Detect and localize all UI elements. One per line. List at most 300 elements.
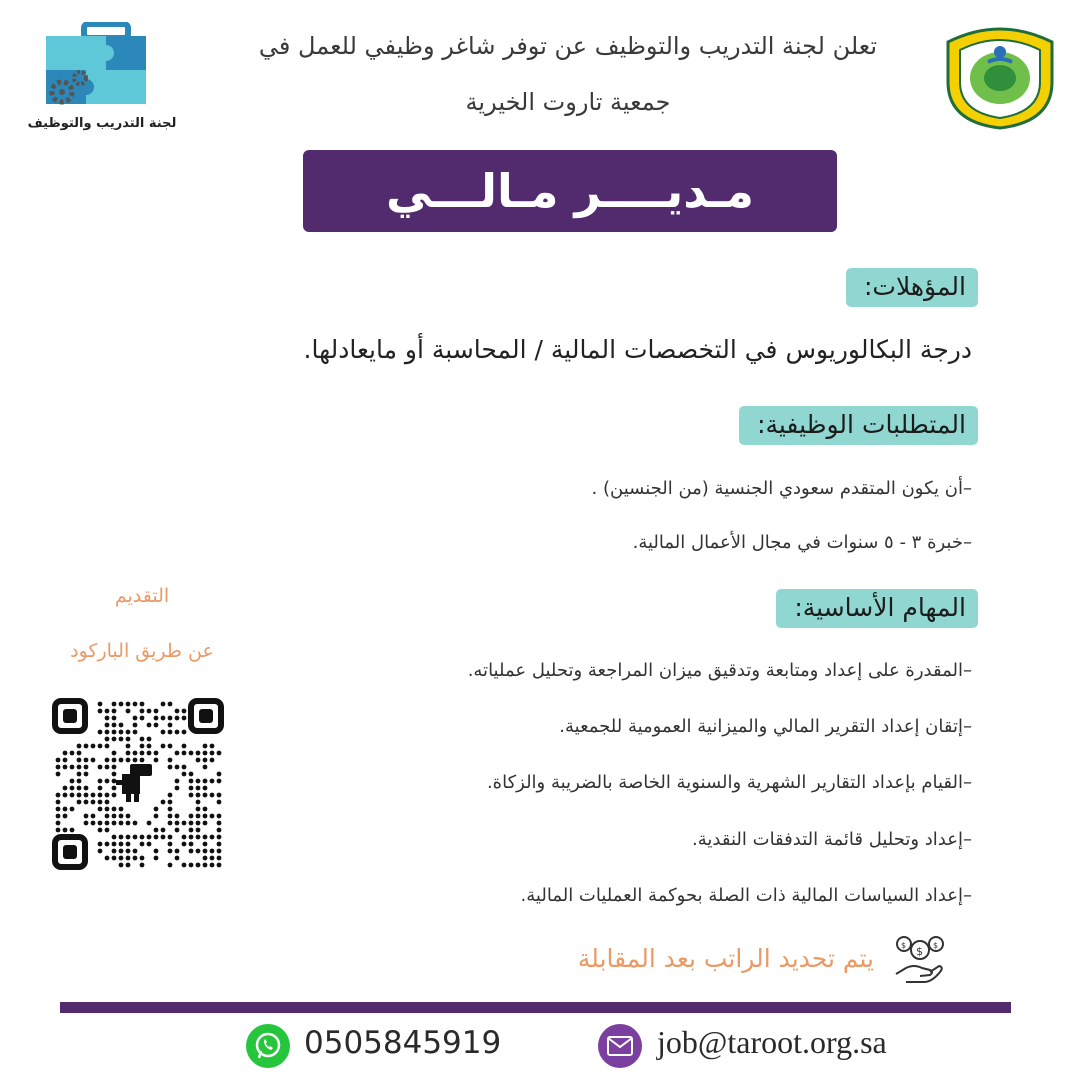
qr-module <box>203 849 208 854</box>
qr-module <box>133 723 138 728</box>
qr-module <box>126 863 131 868</box>
qr-module <box>189 863 194 868</box>
qr-module <box>189 842 194 847</box>
qr-module <box>112 793 117 798</box>
money-hand-icon <box>892 934 948 986</box>
qr-module <box>112 772 117 777</box>
qr-module <box>182 730 187 735</box>
qr-module <box>98 765 103 770</box>
qr-module <box>203 835 208 840</box>
qr-module <box>217 751 222 756</box>
qr-module <box>98 793 103 798</box>
qr-module <box>154 758 159 763</box>
qr-module <box>175 849 180 854</box>
qr-module <box>84 758 89 763</box>
task-item: –القيام بإعداد التقارير الشهرية والسنوية الخاصة بالضريبة والزكاة. <box>486 772 972 793</box>
qr-module <box>175 828 180 833</box>
qr-module <box>189 828 194 833</box>
qr-module <box>182 835 187 840</box>
qr-module <box>84 744 89 749</box>
qr-module <box>98 800 103 805</box>
qr-module <box>175 779 180 784</box>
qr-module <box>217 779 222 784</box>
task-item: –إعداد وتحليل قائمة التدفقات النقدية. <box>692 829 972 850</box>
qr-module <box>217 800 222 805</box>
qr-module <box>126 842 131 847</box>
qr-module <box>210 751 215 756</box>
qr-module <box>56 765 61 770</box>
qr-module <box>77 800 82 805</box>
qr-module <box>133 702 138 707</box>
qr-module <box>98 821 103 826</box>
qr-module <box>161 702 166 707</box>
qr-module <box>63 828 68 833</box>
qr-module <box>154 849 159 854</box>
qr-module <box>133 716 138 721</box>
qr-module <box>175 716 180 721</box>
qr-module <box>63 786 68 791</box>
qr-module <box>112 709 117 714</box>
qr-module <box>196 828 201 833</box>
qr-module <box>112 814 117 819</box>
qr-module <box>196 758 201 763</box>
qr-module <box>196 849 201 854</box>
qr-module <box>91 758 96 763</box>
qr-module <box>168 730 173 735</box>
requirement-item: –خبرة ٣ - ٥ سنوات في مجال الأعمال المالية. <box>632 532 972 553</box>
qr-module <box>105 716 110 721</box>
qr-module <box>154 814 159 819</box>
qr-module <box>105 758 110 763</box>
qr-module <box>56 807 61 812</box>
qr-module <box>168 842 173 847</box>
qr-module <box>154 716 159 721</box>
qr-module <box>126 814 131 819</box>
qr-module <box>98 709 103 714</box>
qr-module <box>168 716 173 721</box>
qr-module <box>182 765 187 770</box>
qr-module <box>168 863 173 868</box>
qr-module <box>203 751 208 756</box>
qr-module <box>84 765 89 770</box>
qr-module <box>112 716 117 721</box>
qr-module <box>112 856 117 861</box>
qr-module <box>70 779 75 784</box>
qr-module <box>98 730 103 735</box>
qr-module <box>77 779 82 784</box>
qr-module <box>196 786 201 791</box>
qr-module <box>168 758 173 763</box>
qr-module <box>105 793 110 798</box>
qr-module <box>210 849 215 854</box>
qr-module <box>84 814 89 819</box>
qr-module <box>154 807 159 812</box>
committee-name: لجنة التدريب والتوظيف <box>27 116 177 131</box>
qr-module <box>168 723 173 728</box>
qr-module <box>77 758 82 763</box>
qr-module <box>112 723 117 728</box>
qr-module <box>77 751 82 756</box>
qr-module <box>105 765 110 770</box>
qr-module <box>175 765 180 770</box>
qr-module <box>189 835 194 840</box>
qr-module <box>168 849 173 854</box>
qr-module <box>133 835 138 840</box>
qr-module <box>126 744 131 749</box>
qr-module <box>140 716 145 721</box>
whatsapp-icon[interactable] <box>246 1024 290 1068</box>
qr-module <box>189 772 194 777</box>
qr-module <box>210 758 215 763</box>
qr-module <box>105 723 110 728</box>
qr-module <box>133 758 138 763</box>
qr-module <box>105 800 110 805</box>
qr-module <box>154 856 159 861</box>
qr-module <box>119 863 124 868</box>
qr-module <box>91 744 96 749</box>
qr-module <box>98 807 103 812</box>
qr-module <box>147 751 152 756</box>
qr-module <box>154 835 159 840</box>
qr-module <box>84 800 89 805</box>
qr-module <box>196 821 201 826</box>
qr-module <box>126 835 131 840</box>
qr-module <box>189 793 194 798</box>
qr-module <box>210 793 215 798</box>
qr-module <box>63 793 68 798</box>
qr-module <box>203 856 208 861</box>
qr-module <box>70 807 75 812</box>
qr-module <box>147 709 152 714</box>
qr-module <box>175 730 180 735</box>
qr-module <box>98 779 103 784</box>
puzzle-briefcase-icon <box>22 22 182 112</box>
qr-module <box>112 758 117 763</box>
qr-module <box>98 842 103 847</box>
qr-module <box>196 751 201 756</box>
qr-module <box>112 842 117 847</box>
qr-module <box>161 730 166 735</box>
qr-module <box>140 702 145 707</box>
qr-module <box>105 856 110 861</box>
tasks-heading: المهام الأساسية: <box>776 589 978 628</box>
qr-module <box>98 744 103 749</box>
qr-module <box>119 807 124 812</box>
qr-module <box>147 737 152 742</box>
qr-module <box>119 737 124 742</box>
qr-module <box>175 821 180 826</box>
qr-module <box>161 828 166 833</box>
qr-module <box>154 828 159 833</box>
qr-module <box>91 814 96 819</box>
qr-module <box>112 702 117 707</box>
qr-module <box>98 702 103 707</box>
qr-module <box>105 737 110 742</box>
qr-module <box>133 751 138 756</box>
qr-module <box>196 835 201 840</box>
qr-module <box>119 814 124 819</box>
qr-module <box>119 835 124 840</box>
task-item: –إتقان إعداد التقرير المالي والميزانية العمومية للجمعية. <box>559 716 972 737</box>
qr-module <box>161 716 166 721</box>
qr-module <box>203 842 208 847</box>
qr-module <box>154 709 159 714</box>
qr-module <box>217 793 222 798</box>
qr-module <box>196 863 201 868</box>
qr-module <box>196 800 201 805</box>
qr-module <box>210 744 215 749</box>
qr-module <box>126 702 131 707</box>
qr-module <box>217 821 222 826</box>
qr-module <box>105 814 110 819</box>
qr-module <box>63 758 68 763</box>
qr-module <box>119 821 124 826</box>
qr-module <box>63 751 68 756</box>
qr-module <box>133 856 138 861</box>
qr-module <box>210 856 215 861</box>
qr-module <box>70 786 75 791</box>
phone-number[interactable]: 0505845919 <box>304 1025 502 1061</box>
qr-module <box>217 828 222 833</box>
qr-module <box>140 758 145 763</box>
qr-module <box>119 856 124 861</box>
qr-module <box>217 863 222 868</box>
qr-module <box>189 814 194 819</box>
qr-module <box>189 849 194 854</box>
qr-module <box>91 821 96 826</box>
qr-module <box>56 828 61 833</box>
apply-label: التقديم <box>114 585 170 607</box>
qr-code[interactable] <box>52 698 224 870</box>
qr-module <box>140 744 145 749</box>
qr-module <box>119 842 124 847</box>
qr-module <box>189 821 194 826</box>
qr-module <box>217 814 222 819</box>
qr-module <box>203 786 208 791</box>
announcement-line-2: جمعية تاروت الخيرية <box>465 88 671 116</box>
qr-module <box>217 835 222 840</box>
qualifications-text: درجة البكالوريوس في التخصصات المالية / المحاسبة أو مايعادلها. <box>303 335 972 364</box>
qr-module <box>182 863 187 868</box>
qr-module <box>112 737 117 742</box>
qr-module <box>196 807 201 812</box>
qr-module <box>182 709 187 714</box>
qr-module <box>77 765 82 770</box>
qr-module <box>112 835 117 840</box>
qr-module <box>147 835 152 840</box>
qr-module <box>168 744 173 749</box>
qr-module <box>119 849 124 854</box>
qr-module <box>105 730 110 735</box>
qr-module <box>126 730 131 735</box>
requirement-item: –أن يكون المتقدم سعودي الجنسية (من الجنسين) . <box>591 478 972 499</box>
footer-divider <box>60 1002 1011 1013</box>
job-title: مـديــــر مـالـــي <box>385 164 755 218</box>
qr-module <box>98 828 103 833</box>
qr-module <box>203 758 208 763</box>
qr-module <box>112 751 117 756</box>
job-title-banner <box>303 150 837 232</box>
qr-module <box>168 702 173 707</box>
qr-module <box>91 800 96 805</box>
qr-module <box>98 786 103 791</box>
qr-module <box>168 835 173 840</box>
qr-module <box>140 709 145 714</box>
qr-module <box>70 828 75 833</box>
qr-module <box>189 779 194 784</box>
qr-module <box>168 800 173 805</box>
committee-logo <box>22 22 182 137</box>
qr-module <box>133 821 138 826</box>
qr-module <box>147 744 152 749</box>
svg-text:$: $ <box>933 941 939 950</box>
qr-module <box>182 842 187 847</box>
qr-module <box>119 758 124 763</box>
qr-module <box>140 856 145 861</box>
qr-module <box>217 849 222 854</box>
qr-module <box>161 800 166 805</box>
qr-module <box>126 709 131 714</box>
qr-module <box>140 751 145 756</box>
email-link[interactable]: job@taroot.org.sa <box>657 1024 887 1060</box>
qr-module <box>168 793 173 798</box>
qr-module <box>210 835 215 840</box>
qr-module <box>105 744 110 749</box>
qr-module <box>126 758 131 763</box>
qr-module <box>119 723 124 728</box>
qr-module <box>112 821 117 826</box>
announcement-line-1: تعلن لجنة التدريب والتوظيف عن توفر شاغر وظيفي للعمل في <box>258 32 878 60</box>
qr-module <box>133 730 138 735</box>
charity-seal-logo <box>940 22 1060 130</box>
qr-module <box>196 779 201 784</box>
qr-module <box>182 716 187 721</box>
qr-module <box>140 863 145 868</box>
qr-module <box>168 807 173 812</box>
qr-module <box>105 842 110 847</box>
qr-module <box>126 856 131 861</box>
qr-module <box>140 835 145 840</box>
qr-module <box>175 786 180 791</box>
qr-module <box>56 821 61 826</box>
qr-module <box>70 765 75 770</box>
qr-module <box>189 751 194 756</box>
qr-module <box>203 821 208 826</box>
qr-module <box>56 800 61 805</box>
qr-module <box>182 751 187 756</box>
qr-module <box>196 793 201 798</box>
qr-module <box>84 821 89 826</box>
qr-module <box>203 814 208 819</box>
task-item: –إعداد السياسات المالية ذات الصلة بحوكمة العمليات المالية. <box>520 885 972 906</box>
qr-module <box>161 744 166 749</box>
qr-module <box>126 849 131 854</box>
qr-module <box>119 702 124 707</box>
qr-module <box>77 786 82 791</box>
qr-module <box>84 772 89 777</box>
qr-module <box>182 744 187 749</box>
qr-module <box>112 765 117 770</box>
qr-module <box>126 821 131 826</box>
qr-module <box>154 751 159 756</box>
qr-module <box>63 765 68 770</box>
qr-module <box>56 758 61 763</box>
qr-module <box>105 828 110 833</box>
qr-module <box>133 849 138 854</box>
apply-via-barcode-label: عن طريق الباركود <box>70 640 214 662</box>
qr-module <box>210 814 215 819</box>
qr-module <box>175 709 180 714</box>
qr-module <box>112 730 117 735</box>
qr-module <box>210 863 215 868</box>
qr-module <box>217 842 222 847</box>
svg-text:$: $ <box>901 941 907 950</box>
qr-module <box>105 709 110 714</box>
qr-module <box>112 849 117 854</box>
qr-module <box>112 786 117 791</box>
qr-module <box>182 821 187 826</box>
qr-module <box>203 793 208 798</box>
svg-text:$: $ <box>916 945 923 958</box>
qr-module <box>77 793 82 798</box>
qr-module <box>56 814 61 819</box>
qr-module <box>196 814 201 819</box>
qr-module <box>175 856 180 861</box>
qr-module <box>203 744 208 749</box>
qr-module <box>210 779 215 784</box>
qr-module <box>161 835 166 840</box>
qr-module <box>147 842 152 847</box>
qr-module <box>140 842 145 847</box>
qr-module <box>126 737 131 742</box>
qr-module <box>126 751 131 756</box>
qr-module <box>168 765 173 770</box>
qr-module <box>84 793 89 798</box>
qr-module <box>217 772 222 777</box>
qr-module <box>147 821 152 826</box>
salary-note: يتم تحديد الراتب بعد المقابلة <box>577 944 874 973</box>
qr-module <box>91 793 96 798</box>
qr-module <box>77 744 82 749</box>
qr-module <box>119 730 124 735</box>
qr-module <box>175 814 180 819</box>
qr-module <box>203 779 208 784</box>
qr-module <box>63 807 68 812</box>
qr-module <box>105 807 110 812</box>
qr-module <box>84 786 89 791</box>
qr-module <box>63 814 68 819</box>
qr-module <box>112 779 117 784</box>
qr-module <box>98 849 103 854</box>
qr-module <box>77 772 82 777</box>
qr-module <box>168 821 173 826</box>
qr-module <box>175 751 180 756</box>
qr-module <box>168 814 173 819</box>
qr-module <box>56 793 61 798</box>
task-item: –المقدرة على إعداد ومتابعة وتدقيق ميزان المراجعة وتحليل عملياته. <box>467 660 972 681</box>
qr-module <box>105 821 110 826</box>
qr-module <box>105 779 110 784</box>
requirements-heading: المتطلبات الوظيفية: <box>739 406 978 445</box>
qr-module <box>147 723 152 728</box>
qr-module <box>217 856 222 861</box>
qr-module <box>70 793 75 798</box>
qr-module <box>154 723 159 728</box>
qr-module <box>189 786 194 791</box>
qr-module <box>70 751 75 756</box>
qr-module <box>140 737 145 742</box>
envelope-icon[interactable] <box>598 1024 642 1068</box>
